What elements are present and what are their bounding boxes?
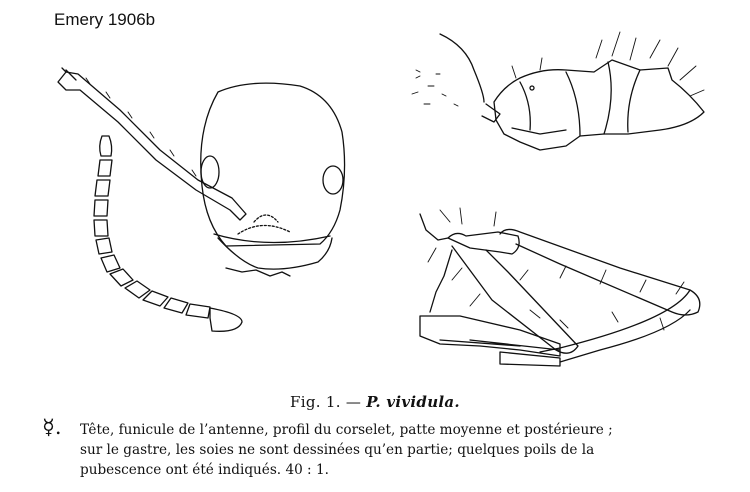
figure-species: P. vividula. [366,393,460,411]
ant-head [201,83,345,276]
worker-symbol: ☿. [42,415,62,439]
figure-title [0,393,750,411]
caption-line-2: sur le gastre, les soies ne sont dessinées qu’en partie; quelques poils de la [80,442,595,458]
figure-source-label: Emery 1906b [54,10,156,29]
figure-number: Fig. 1. — [290,393,362,411]
caption-line-3: pubescence ont été indiqués. 40 : 1. [80,462,329,478]
figure-caption [42,415,726,480]
mesosoma-profile [412,32,704,150]
ant-legs [420,208,700,366]
antenna-funiculus [94,136,242,331]
antenna-scape [58,68,246,220]
caption-line-1: Tête, funicule de l’antenne, profil du corselet, patte moyenne et postérieure ; [80,422,613,438]
